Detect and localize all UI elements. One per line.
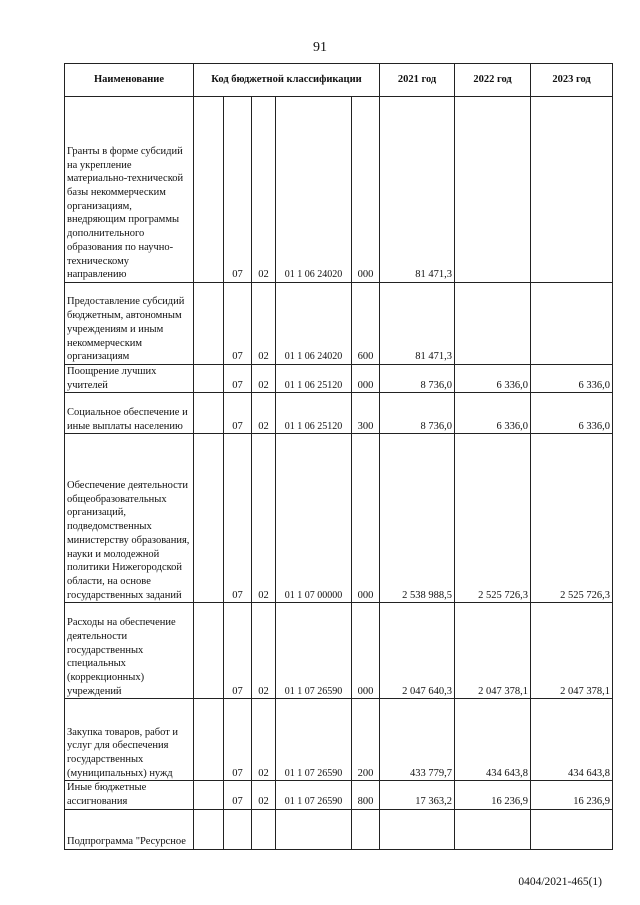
target-article-code: 01 1 06 25120 — [276, 365, 352, 393]
header-name: Наименование — [65, 64, 194, 97]
value-2022: 6 336,0 — [455, 365, 531, 393]
section-code: 07 — [224, 603, 252, 699]
expense-type-code: 300 — [352, 393, 380, 434]
value-2022 — [455, 809, 531, 849]
value-2023 — [531, 283, 613, 365]
subsection-code: 02 — [252, 699, 276, 781]
expense-type-code — [352, 809, 380, 849]
section-code: 07 — [224, 434, 252, 603]
subsection-code: 02 — [252, 97, 276, 283]
header-code: Код бюджетной классификации — [194, 64, 380, 97]
value-2023: 16 236,9 — [531, 781, 613, 809]
row-name: Предоставление субсидий бюджетным, автономным учреждениям и иным некоммерческим организациям — [65, 283, 194, 365]
row-name: Закупка товаров, работ и услуг для обеспечения государственных (муниципальных) нужд — [65, 699, 194, 781]
table-header — [65, 64, 613, 97]
row-name: Иные бюджетные ассигнования — [65, 781, 194, 809]
subsection-code: 02 — [252, 365, 276, 393]
value-2023: 6 336,0 — [531, 393, 613, 434]
section-code: 07 — [224, 393, 252, 434]
target-article-code: 01 1 07 26590 — [276, 781, 352, 809]
section-code: 07 — [224, 781, 252, 809]
table-row — [65, 365, 613, 393]
budget-table — [64, 63, 613, 850]
value-2023 — [531, 809, 613, 849]
value-2021: 433 779,7 — [380, 699, 455, 781]
table-row — [65, 699, 613, 781]
expense-type-code: 200 — [352, 699, 380, 781]
row-name: Подпрограмма "Ресурсное — [65, 809, 194, 849]
target-article-code — [276, 809, 352, 849]
header-2023: 2023 год — [531, 64, 613, 97]
value-2021: 81 471,3 — [380, 283, 455, 365]
value-2021: 8 736,0 — [380, 393, 455, 434]
target-article-code: 01 1 07 00000 — [276, 434, 352, 603]
row-name: Поощрение лучших учителей — [65, 365, 194, 393]
table-row — [65, 283, 613, 365]
subsection-code: 02 — [252, 434, 276, 603]
value-2022: 2 525 726,3 — [455, 434, 531, 603]
section-code: 07 — [224, 97, 252, 283]
empty-cell — [194, 97, 224, 283]
value-2021: 81 471,3 — [380, 97, 455, 283]
expense-type-code: 000 — [352, 434, 380, 603]
expense-type-code: 000 — [352, 365, 380, 393]
value-2022 — [455, 97, 531, 283]
empty-cell — [194, 393, 224, 434]
section-code: 07 — [224, 365, 252, 393]
value-2022 — [455, 283, 531, 365]
table-row — [65, 393, 613, 434]
expense-type-code: 600 — [352, 283, 380, 365]
value-2022: 2 047 378,1 — [455, 603, 531, 699]
empty-cell — [194, 603, 224, 699]
expense-type-code: 000 — [352, 97, 380, 283]
row-name: Расходы на обеспечение деятельности государственных специальных (коррекционных) учреждений — [65, 603, 194, 699]
subsection-code: 02 — [252, 781, 276, 809]
page-number: 91 — [313, 40, 327, 55]
value-2021: 2 047 640,3 — [380, 603, 455, 699]
subsection-code — [252, 809, 276, 849]
value-2021: 17 363,2 — [380, 781, 455, 809]
table-row — [65, 97, 613, 283]
row-name: Гранты в форме субсидий на укрепление материально-технической базы некоммерческим организациям, внедряющим программы дополнительного образования по научно-техническому направлению — [65, 97, 194, 283]
value-2022: 16 236,9 — [455, 781, 531, 809]
header-2022: 2022 год — [455, 64, 531, 97]
table-row — [65, 781, 613, 809]
document-id: 0404/2021-465(1) — [518, 876, 602, 888]
row-name: Социальное обеспечение и иные выплаты населению — [65, 393, 194, 434]
target-article-code: 01 1 07 26590 — [276, 603, 352, 699]
expense-type-code: 800 — [352, 781, 380, 809]
section-code — [224, 809, 252, 849]
empty-cell — [194, 434, 224, 603]
subsection-code: 02 — [252, 393, 276, 434]
target-article-code: 01 1 06 25120 — [276, 393, 352, 434]
empty-cell — [194, 365, 224, 393]
value-2022: 434 643,8 — [455, 699, 531, 781]
section-code: 07 — [224, 283, 252, 365]
value-2023: 2 047 378,1 — [531, 603, 613, 699]
table-row — [65, 809, 613, 849]
expense-type-code: 000 — [352, 603, 380, 699]
row-name: Обеспечение деятельности общеобразовательных организаций, подведомственных министерству образования, науки и молодежной политики Нижегородской области, на основе государственных заданий — [65, 434, 194, 603]
target-article-code: 01 1 06 24020 — [276, 283, 352, 365]
target-article-code: 01 1 07 26590 — [276, 699, 352, 781]
empty-cell — [194, 781, 224, 809]
value-2021 — [380, 809, 455, 849]
target-article-code: 01 1 06 24020 — [276, 97, 352, 283]
empty-cell — [194, 809, 224, 849]
empty-cell — [194, 699, 224, 781]
value-2022: 6 336,0 — [455, 393, 531, 434]
section-code: 07 — [224, 699, 252, 781]
value-2023: 2 525 726,3 — [531, 434, 613, 603]
header-2021: 2021 год — [380, 64, 455, 97]
table-row — [65, 434, 613, 603]
value-2021: 8 736,0 — [380, 365, 455, 393]
value-2023: 434 643,8 — [531, 699, 613, 781]
value-2023: 6 336,0 — [531, 365, 613, 393]
value-2023 — [531, 97, 613, 283]
value-2021: 2 538 988,5 — [380, 434, 455, 603]
table-row — [65, 603, 613, 699]
subsection-code: 02 — [252, 603, 276, 699]
subsection-code: 02 — [252, 283, 276, 365]
empty-cell — [194, 283, 224, 365]
